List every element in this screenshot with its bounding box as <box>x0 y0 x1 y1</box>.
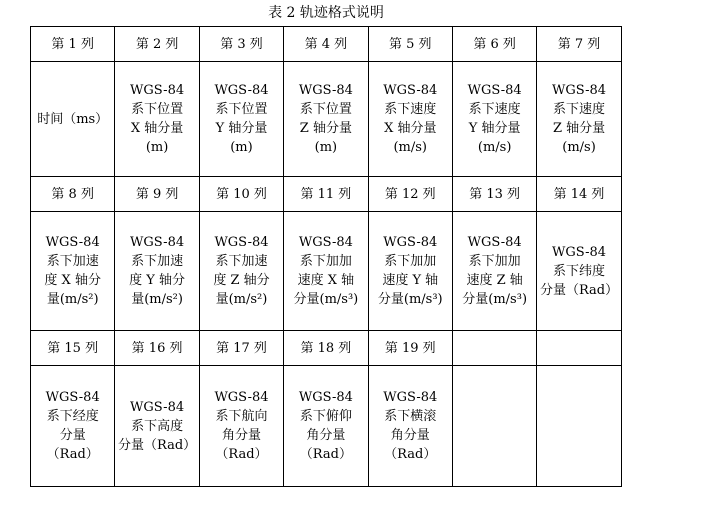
column-number-cell: 第 7 列 <box>537 27 621 62</box>
description-line: 速度 X 轴 <box>297 273 355 288</box>
description-cell <box>537 366 621 487</box>
column-number-cell: 第 16 列 <box>115 331 199 366</box>
header-row <box>31 331 622 366</box>
description-line: 度 Y 轴分 <box>129 273 186 288</box>
description-line: (m/s) <box>393 140 428 155</box>
column-number-cell: 第 1 列 <box>31 27 115 62</box>
description-line: WGS-84 <box>298 235 353 250</box>
description-line: 系下纬度 <box>553 263 606 279</box>
description-line: 度 Z 轴分 <box>213 273 270 288</box>
description-line: 系下加加 <box>384 254 437 269</box>
description-line: 速度 Y 轴 <box>382 273 439 288</box>
header-row <box>31 177 622 212</box>
description-cell <box>452 366 536 487</box>
column-number-cell: 第 8 列 <box>31 177 115 212</box>
description-line: 分量 <box>59 428 86 443</box>
description-line: WGS-84 <box>214 235 269 250</box>
description-line: WGS-84 <box>214 83 269 98</box>
description-line: X 轴分量 <box>384 121 437 136</box>
description-cell <box>452 212 536 331</box>
column-number-cell: 第 15 列 <box>31 331 115 366</box>
description-cell <box>368 366 452 487</box>
column-number-cell: 第 6 列 <box>452 27 536 62</box>
description-line: 系下加速 <box>131 254 184 269</box>
description-line: 时间（ms） <box>37 111 109 127</box>
column-number-cell: 第 2 列 <box>115 27 199 62</box>
description-line: 系下经度 <box>46 409 99 424</box>
description-line: WGS-84 <box>552 244 607 260</box>
description-line: 系下加加 <box>299 254 352 269</box>
description-cell <box>368 62 452 177</box>
description-cell <box>284 62 368 177</box>
description-cell <box>31 366 115 487</box>
description-line: WGS-84 <box>383 390 438 405</box>
description-line: 分量(m/s³) <box>377 292 443 307</box>
column-number-cell <box>452 331 536 366</box>
description-line: Z 轴分量 <box>299 121 352 136</box>
description-line: WGS-84 <box>130 235 185 250</box>
description-line: 角分量 <box>221 428 261 443</box>
description-line: 量(m/s²) <box>131 292 183 307</box>
description-line: WGS-84 <box>467 83 522 98</box>
description-line: 系下速度 <box>468 102 521 117</box>
description-line: WGS-84 <box>45 235 100 250</box>
column-number-cell: 第 4 列 <box>284 27 368 62</box>
description-cell <box>199 366 283 487</box>
description-line: （Rad） <box>384 447 437 462</box>
description-line: Y 轴分量 <box>215 121 268 136</box>
description-line: WGS-84 <box>383 83 438 98</box>
description-line: 速度 Z 轴 <box>466 273 523 288</box>
description-line: 分量（Rad） <box>539 282 619 298</box>
description-line: WGS-84 <box>130 399 185 415</box>
description-line: 角分量 <box>306 428 346 443</box>
description-line: （Rad） <box>46 447 99 462</box>
column-number-cell: 第 12 列 <box>368 177 452 212</box>
column-number-cell: 第 3 列 <box>199 27 283 62</box>
table-caption: 表 2 轨迹格式说明 <box>268 5 384 21</box>
description-line: WGS-84 <box>130 83 185 98</box>
description-line: (m) <box>230 140 253 155</box>
description-cell <box>368 212 452 331</box>
description-row <box>31 62 622 177</box>
description-line: WGS-84 <box>298 390 353 405</box>
description-line: 系下速度 <box>553 102 606 117</box>
column-number-cell: 第 18 列 <box>284 331 368 366</box>
description-line: 分量(m/s³) <box>293 292 359 307</box>
description-cell <box>115 366 199 487</box>
description-line: WGS-84 <box>45 390 100 405</box>
description-line: （Rad） <box>299 447 352 462</box>
description-cell <box>31 212 115 331</box>
description-line: 系下位置 <box>299 102 352 117</box>
column-number-cell: 第 5 列 <box>368 27 452 62</box>
description-line: 系下加加 <box>468 254 521 269</box>
description-line: Z 轴分量 <box>552 121 606 136</box>
description-line: 系下航向 <box>215 409 268 424</box>
description-cell <box>115 62 199 177</box>
description-line: 系下横滚 <box>384 409 437 424</box>
description-line: 系下速度 <box>384 102 437 117</box>
description-line: 度 X 轴分 <box>44 273 101 288</box>
description-line: 量(m/s²) <box>46 292 99 307</box>
description-cell <box>115 212 199 331</box>
description-cell <box>199 62 283 177</box>
description-row <box>31 366 622 487</box>
description-cell <box>31 62 115 177</box>
description-line: X 轴分量 <box>130 121 184 136</box>
description-line: 系下位置 <box>215 102 268 117</box>
description-line: 分量(m/s³) <box>462 292 528 307</box>
column-number-cell <box>537 331 621 366</box>
description-line: (m) <box>145 140 169 155</box>
description-line: 系下高度 <box>131 418 184 434</box>
description-cell <box>452 62 536 177</box>
description-line: 系下加速 <box>46 254 99 269</box>
description-line: WGS-84 <box>214 390 269 405</box>
description-line: WGS-84 <box>467 235 522 250</box>
description-line: 角分量 <box>390 428 430 443</box>
description-cell <box>537 62 621 177</box>
description-cell <box>284 212 368 331</box>
description-line: (m/s) <box>562 140 596 155</box>
description-line: 系下俯仰 <box>299 409 352 424</box>
description-line: WGS-84 <box>298 83 353 98</box>
description-line: 分量（Rad） <box>118 437 197 453</box>
column-number-cell: 第 9 列 <box>115 177 199 212</box>
description-cell <box>537 212 621 331</box>
description-line: WGS-84 <box>552 83 607 98</box>
description-line: Y 轴分量 <box>468 121 521 136</box>
track-format-table <box>30 26 622 487</box>
header-row <box>31 27 622 62</box>
description-line: (m/s) <box>477 140 512 155</box>
description-line: （Rad） <box>215 447 268 462</box>
column-number-cell: 第 10 列 <box>199 177 283 212</box>
description-cell <box>199 212 283 331</box>
description-line: (m) <box>314 140 338 155</box>
column-number-cell: 第 13 列 <box>452 177 536 212</box>
column-number-cell: 第 11 列 <box>284 177 368 212</box>
description-line: 量(m/s²) <box>215 292 268 307</box>
description-line: 系下位置 <box>131 102 184 117</box>
description-row <box>31 212 622 331</box>
column-number-cell: 第 14 列 <box>537 177 621 212</box>
description-cell <box>284 366 368 487</box>
description-line: WGS-84 <box>383 235 438 250</box>
column-number-cell: 第 17 列 <box>199 331 283 366</box>
column-number-cell: 第 19 列 <box>368 331 452 366</box>
description-line: 系下加速 <box>215 254 268 269</box>
